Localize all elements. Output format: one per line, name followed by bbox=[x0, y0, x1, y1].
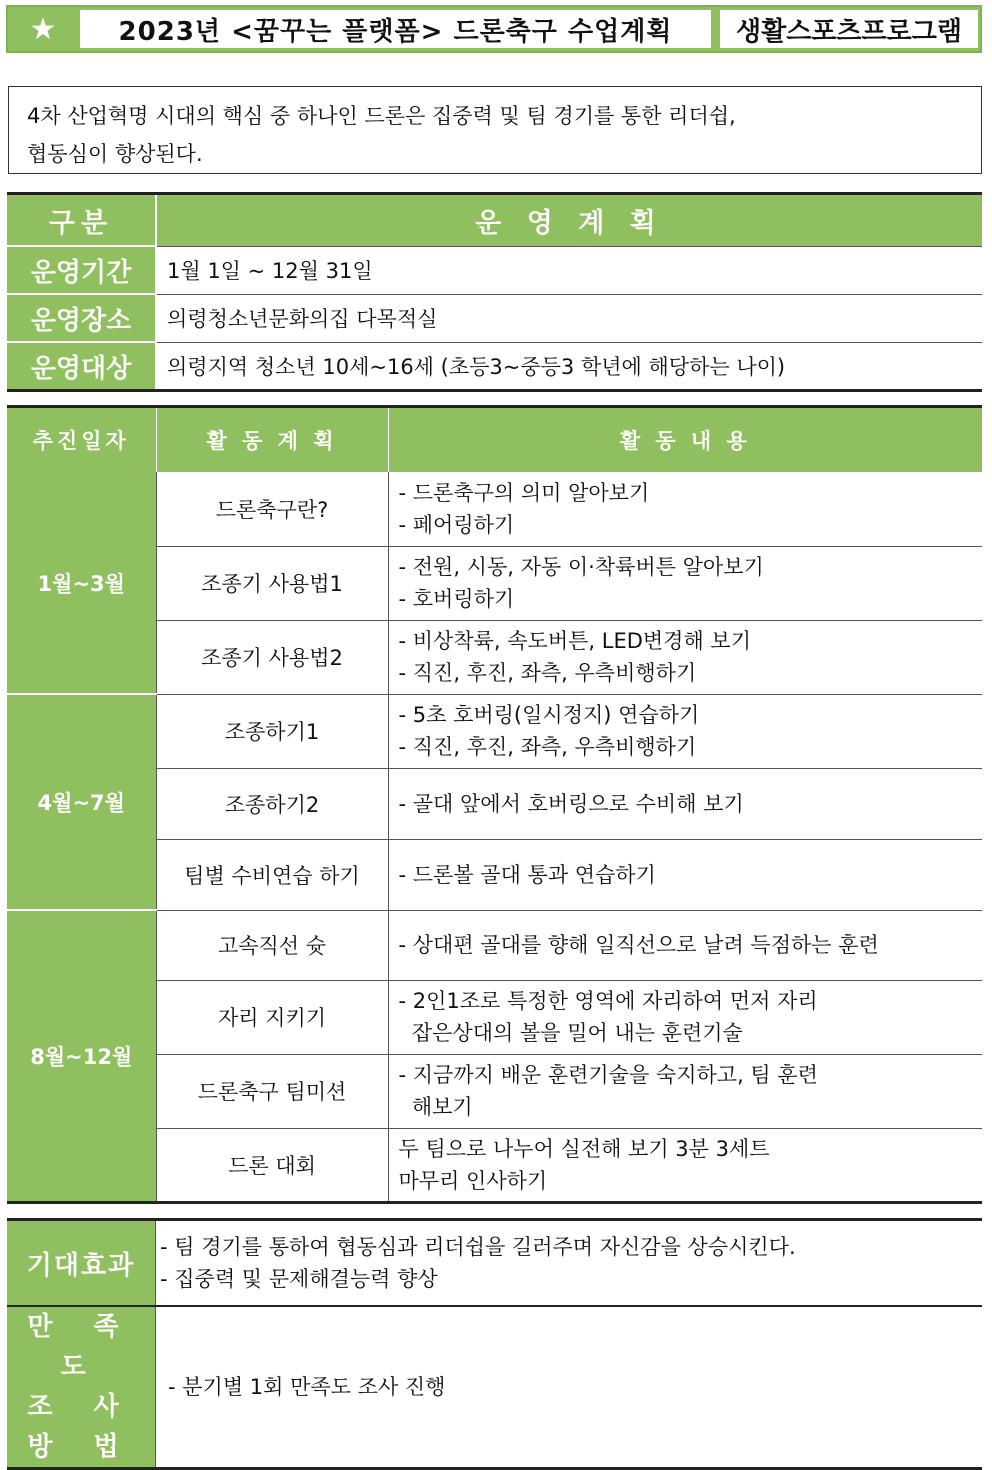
overview-key: 운영대상 bbox=[7, 342, 156, 391]
schedule-table bbox=[7, 405, 982, 1204]
content-line: - 비상착륙, 속도버튼, LED변경해 보기 bbox=[398, 629, 751, 653]
activity-plan: 고속직선 슛 bbox=[156, 910, 388, 980]
activity-content bbox=[388, 768, 982, 839]
program-label: 생활스포츠프로그램 bbox=[720, 10, 978, 48]
content-line: - 드론축구의 의미 알아보기 bbox=[398, 480, 650, 505]
effects-line: - 팀 경기를 통하여 협동심과 리더쉽을 길러주며 자신감을 상승시킨다. bbox=[160, 1235, 796, 1259]
overview-head-key: 구분 bbox=[7, 194, 156, 247]
content-line: - 지금까지 배운 훈련기술을 숙지하고, 팀 훈련 bbox=[398, 1063, 818, 1087]
activity-content bbox=[388, 694, 982, 768]
satisfaction-line: - 분기별 1회 만족도 조사 진행 bbox=[168, 1375, 446, 1399]
content-line: - 상대편 골대를 향해 일직선으로 날려 득점하는 훈련 bbox=[398, 933, 879, 957]
schedule-date: 8월~12월 bbox=[7, 910, 156, 1202]
activity-content bbox=[388, 980, 982, 1054]
content-line: - 2인1조로 특정한 영역에 자리하여 먼저 자리 bbox=[398, 989, 818, 1013]
activity-plan: 조종기 사용법2 bbox=[156, 620, 388, 694]
title-bar bbox=[6, 5, 982, 53]
overview-table bbox=[7, 192, 982, 392]
overview-value: 의령청소년문화의집 다목적실 bbox=[156, 294, 982, 342]
activity-content bbox=[388, 910, 982, 980]
effects-line: - 집중력 및 문제해결능력 향상 bbox=[160, 1267, 438, 1291]
schedule-header-plan: 활 동 계 획 bbox=[156, 407, 388, 473]
activity-plan: 드론축구란? bbox=[156, 472, 388, 546]
intro-line: 협동심이 향상된다. bbox=[27, 142, 203, 166]
activity-content bbox=[388, 1128, 982, 1202]
intro-box bbox=[8, 86, 982, 174]
overview-key: 운영기간 bbox=[7, 246, 156, 294]
star-icon: ★ bbox=[29, 11, 57, 47]
satisfaction-content bbox=[156, 1306, 983, 1469]
activity-content bbox=[388, 472, 982, 546]
content-line: - 직진, 후진, 좌측, 우측비행하기 bbox=[398, 735, 697, 759]
overview-head-value: 운 영 계 획 bbox=[156, 194, 982, 247]
content-line: - 전원, 시동, 자동 이·착륙버튼 알아보기 bbox=[398, 555, 764, 579]
activity-content bbox=[388, 546, 982, 620]
overview-value: 1월 1일 ~ 12월 31일 bbox=[156, 246, 982, 294]
activity-plan: 드론 대회 bbox=[156, 1128, 388, 1202]
effects-table bbox=[7, 1218, 982, 1470]
activity-plan: 조종하기1 bbox=[156, 694, 388, 768]
activity-plan: 자리 지키기 bbox=[156, 980, 388, 1054]
overview-key: 운영장소 bbox=[7, 294, 156, 342]
schedule-date: 4월~7월 bbox=[7, 694, 156, 910]
overview-value: 의령지역 청소년 10세~16세 (초등3~중등3 학년에 해당하는 나이) bbox=[156, 342, 982, 391]
content-line: - 드론볼 골대 통과 연습하기 bbox=[398, 862, 656, 887]
content-line: - 5초 호버링(일시정지) 연습하기 bbox=[398, 703, 700, 727]
schedule-header-content: 활 동 내 용 bbox=[388, 407, 982, 473]
activity-content bbox=[388, 1054, 982, 1128]
activity-content bbox=[388, 839, 982, 910]
satisfaction-label bbox=[7, 1306, 156, 1469]
intro-line: 4차 산업혁명 시대의 핵심 중 하나인 드론은 집중력 및 팀 경기를 통한 리더쉽, bbox=[27, 104, 736, 128]
content-line: 두 팀으로 나누어 실전해 보기 3분 3세트 bbox=[398, 1136, 770, 1161]
content-line: - 골대 앞에서 호버링으로 수비해 보기 bbox=[398, 791, 744, 816]
page-title: 2023년 <꿈꾸는 플랫폼> 드론축구 수업계획 bbox=[80, 10, 711, 48]
schedule-date: 1월~3월 bbox=[7, 472, 156, 694]
activity-plan: 조종하기2 bbox=[156, 768, 388, 839]
activity-plan: 조종기 사용법1 bbox=[156, 546, 388, 620]
schedule-header-date: 추진일자 bbox=[7, 407, 156, 473]
satisfaction-label-line: 조 사 방 법 bbox=[27, 1392, 135, 1462]
content-line: - 직진, 후진, 좌측, 우측비행하기 bbox=[398, 661, 697, 685]
content-line: 잡은상대의 볼을 밀어 내는 훈련기술 bbox=[398, 1021, 743, 1045]
content-line: 마무리 인사하기 bbox=[398, 1168, 548, 1193]
effects-content bbox=[156, 1220, 983, 1307]
activity-plan: 팀별 수비연습 하기 bbox=[156, 839, 388, 910]
satisfaction-label-line: 만 족 도 bbox=[27, 1312, 135, 1382]
effects-label: 기대효과 bbox=[7, 1220, 156, 1307]
activity-content bbox=[388, 620, 982, 694]
activity-plan: 드론축구 팀미션 bbox=[156, 1054, 388, 1128]
content-line: - 호버링하기 bbox=[398, 587, 515, 611]
content-line: - 페어링하기 bbox=[398, 512, 515, 537]
content-line: 해보기 bbox=[398, 1095, 473, 1119]
